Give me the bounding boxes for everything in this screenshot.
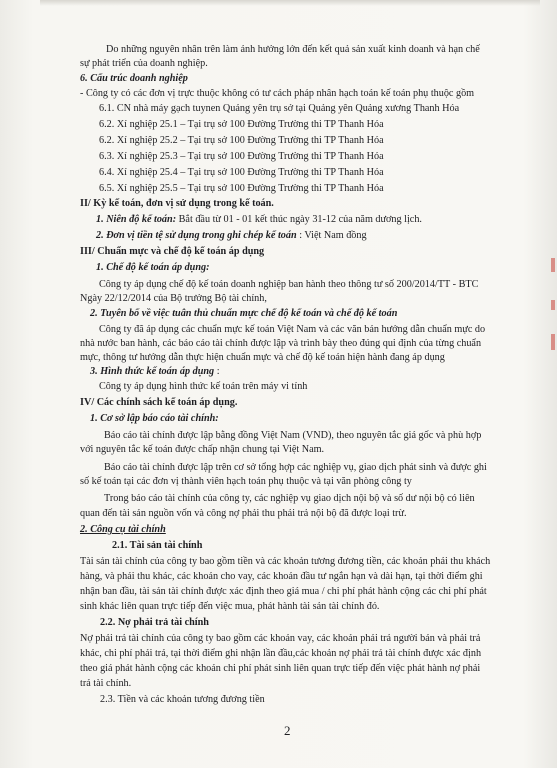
text-line: quan đến tài sản nguồn vốn và công nợ phải thu phải trả nội bộ đã được loại trừ. xyxy=(80,508,407,519)
text-line: Báo cáo tài chính được lập bằng đồng Việt Nam (VND), theo nguyên tắc giá gốc và phù hợp xyxy=(104,430,482,441)
text-line: Công ty áp dụng hình thức kế toán trên máy vi tính xyxy=(99,381,308,392)
text-line xyxy=(90,366,220,378)
list-item: 6.5. Xí nghiệp 25.5 – Tại trụ sở 100 Đường Trường thi TP Thanh Hóa xyxy=(99,183,384,194)
text-line: Ngày 22/12/2014 của Bộ trưởng Bộ tài chính, xyxy=(80,293,267,304)
text-line: Công ty đã áp dụng các chuẩn mực kế toán Việt Nam và các văn bản hướng dẫn chuẩn mực do xyxy=(99,324,486,335)
subheading: 2.1. Tài sản tài chính xyxy=(112,540,203,551)
page-number: 2 xyxy=(284,723,291,738)
subheading: 1. Niên độ kế toán: xyxy=(96,214,177,225)
subheading: 3. Hình thức kế toán áp dụng xyxy=(90,366,215,377)
text-line: nhận ban đầu, tài sản tài chính được xác định theo giá mua / chi phí phát hành cộng các chi phí phát xyxy=(80,586,487,597)
subheading: 2. Tuyên bố về việc tuân thủ chuẩn mực chế độ kế toán và chế độ kế toán xyxy=(90,308,398,319)
scan-shadow xyxy=(40,0,540,6)
text-line: Trong báo cáo tài chính của công ty, các nghiệp vụ giao dịch nội bộ và số dư nội bộ có liên xyxy=(104,493,475,504)
text-line: sinh khác liên quan trực tiếp đến việc mua, phát hành tài sản tài chính đó. xyxy=(80,601,380,612)
text-line: mực, thông tư hướng dẫn thực hiện chuẩn mực và chế độ kế toán hiện hành đang áp dụng xyxy=(80,352,445,363)
scan-edge-mark xyxy=(551,334,555,350)
subheading: 2. Công cụ tài chính xyxy=(80,524,166,535)
text-line: nhà nước ban hành, các báo cáo tài chính được lập và trình bày theo đúng qui định của từng chuẩn xyxy=(80,338,482,349)
text-line: trả tài chính. xyxy=(80,678,132,689)
text-span: : xyxy=(214,366,220,377)
text-line: 2.3. Tiền và các khoản tương đương tiền xyxy=(100,694,265,705)
text-line xyxy=(96,230,367,242)
text-line: Báo cáo tài chính được lập trên cơ sở tổng hợp các nghiệp vụ, giao dịch phát sinh và được ghi xyxy=(104,462,487,473)
text-line: số kế toán tại các đơn vị thành viên hạch toán phụ thuộc và tại văn phòng công ty xyxy=(80,476,412,487)
list-item: 6.4. Xí nghiệp 25.4 – Tại trụ sở 100 Đường Trường thi TP Thanh Hóa xyxy=(99,167,384,178)
subheading: 1. Cơ sở lập báo cáo tài chính: xyxy=(90,413,219,424)
text-line: khác, chi phí phải trả, tại thời điểm ghi nhận lần đầu,các khoản nợ phải trả tài chính được xác định xyxy=(80,648,482,659)
subheading: 2. Đơn vị tiền tệ sử dụng trong ghi chép kế toán xyxy=(96,230,297,241)
scan-edge-mark xyxy=(551,258,555,272)
text-line: Công ty áp dụng chế độ kế toán doanh nghiệp ban hành theo thông tư số 200/2014/TT - BTC xyxy=(99,279,479,290)
list-item: 6.1. CN nhà máy gạch tuynen Quảng yên trụ sở tại Quảng yên Quảng xương Thanh Hóa xyxy=(99,103,460,114)
text-line: theo giá phát hành cộng các khoản chi phí phát sinh liên quan trực tiếp đến việc phát hành nợ phải xyxy=(80,663,481,674)
text-span: : Việt Nam đồng xyxy=(296,230,367,241)
list-item: 6.2. Xí nghiệp 25.1 – Tại trụ sở 100 Đường Trường thi TP Thanh Hóa xyxy=(99,119,384,130)
text-line: Nợ phải trả tài chính của công ty bao gồm các khoản vay, các khoản phải trả người bán và phải trả xyxy=(80,633,481,644)
section-heading: 6. Cấu trúc doanh nghiệp xyxy=(80,73,188,84)
subheading: 2.2. Nợ phải trả tài chính xyxy=(100,617,209,628)
text-line: sự phát triển của doanh nghiệp. xyxy=(80,58,208,69)
section-heading: IV/ Các chính sách kế toán áp dụng. xyxy=(80,397,238,408)
subheading: 1. Chế độ kế toán áp dụng: xyxy=(96,262,210,273)
section-heading: II/ Kỳ kế toán, đơn vị sử dụng trong kế toán. xyxy=(80,198,274,209)
text-line: - Công ty có các đơn vị trực thuộc không có tư cách pháp nhân hạch toán kế toán phụ thuộc gồm xyxy=(80,88,475,99)
section-heading: III/ Chuẩn mực và chế độ kế toán áp dụng xyxy=(80,246,265,257)
list-item: 6.3. Xí nghiệp 25.3 – Tại trụ sở 100 Đường Trường thi TP Thanh Hóa xyxy=(99,151,384,162)
list-item: 6.2. Xí nghiệp 25.2 – Tại trụ sở 100 Đường Trường thi TP Thanh Hóa xyxy=(99,135,384,146)
text-line: với nguyên tắc kế toán được chấp nhận chung tại Việt Nam. xyxy=(80,444,325,455)
text-line xyxy=(96,214,422,226)
text-span: Bắt đầu từ 01 - 01 kết thúc ngày 31-12 của năm dương lịch. xyxy=(176,214,422,225)
text-line: Tài sản tài chính của công ty bao gồm tiền và các khoản tương đương tiền, các khoản phải thu khách xyxy=(80,556,491,567)
scan-edge-mark xyxy=(551,300,555,310)
text-line: hàng, và phải thu khác, các khoản cho vay, các khoản đầu tư ngắn hạn và dài hạn, tại thời điểm ghi xyxy=(80,571,483,582)
text-line: Do những nguyên nhân trên làm ảnh hưởng lớn đến kết quả sản xuất kinh doanh và hạn chế xyxy=(106,44,480,55)
